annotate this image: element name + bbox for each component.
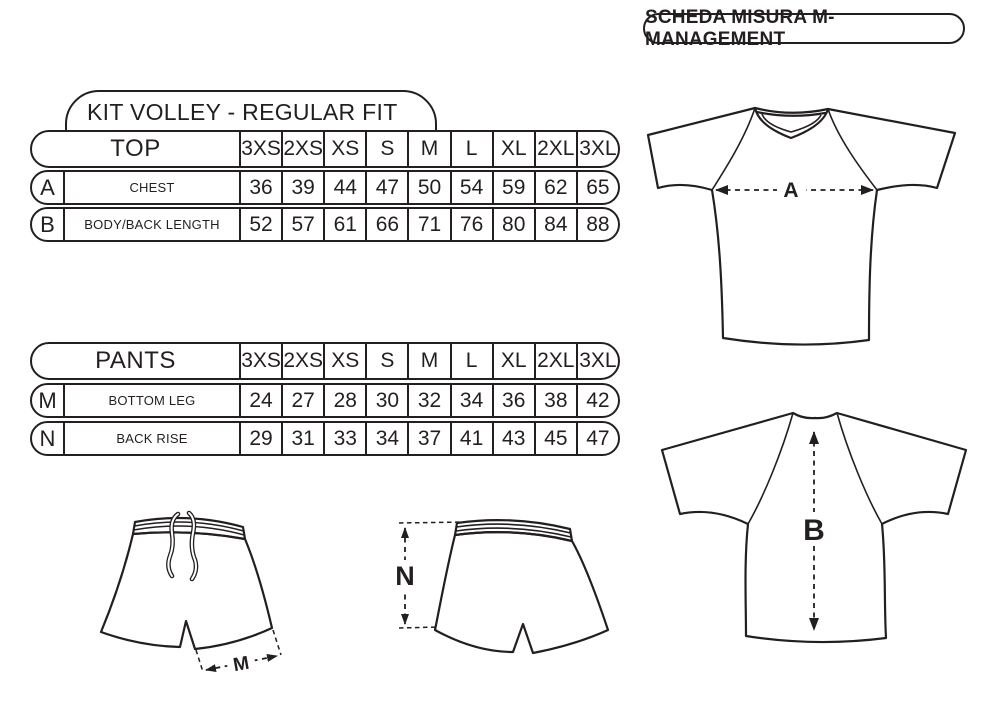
shirt-back-diagram bbox=[650, 402, 975, 652]
size-col-header: M bbox=[407, 344, 449, 378]
pants-table-title: PANTS bbox=[95, 347, 176, 374]
size-col-header: 3XL bbox=[576, 132, 618, 166]
row-label: CHEST bbox=[129, 180, 175, 195]
shirt-front-diagram bbox=[640, 98, 965, 355]
size-col-header: 3XL bbox=[576, 344, 618, 378]
measure-value: 31 bbox=[281, 423, 323, 454]
measure-value: 62 bbox=[534, 172, 576, 203]
measure-value: 36 bbox=[239, 172, 281, 203]
size-col-header: L bbox=[450, 344, 492, 378]
table-row-bottom-leg bbox=[30, 383, 620, 418]
back-length-measure-label: B bbox=[803, 514, 825, 547]
shorts-front-diagram bbox=[85, 498, 315, 703]
measure-value: 52 bbox=[239, 209, 281, 240]
measure-value: 34 bbox=[365, 423, 407, 454]
measure-value: 29 bbox=[239, 423, 281, 454]
table-row-chest bbox=[30, 170, 620, 205]
measure-value: 80 bbox=[492, 209, 534, 240]
row-label: BACK RISE bbox=[116, 431, 188, 446]
bottom-leg-label-group bbox=[225, 651, 256, 678]
size-col-header: M bbox=[407, 132, 449, 166]
measure-value: 47 bbox=[576, 423, 618, 454]
size-col-header: 2XL bbox=[534, 132, 576, 166]
row-key: M bbox=[32, 385, 65, 416]
measure-value: 32 bbox=[407, 385, 449, 416]
top-table-title: TOP bbox=[110, 135, 161, 162]
measure-value: 33 bbox=[323, 423, 365, 454]
measure-value: 24 bbox=[239, 385, 281, 416]
shorts-front-body bbox=[101, 532, 272, 649]
pants-table-header-row bbox=[30, 342, 620, 380]
measure-value: 27 bbox=[281, 385, 323, 416]
size-col-header: L bbox=[450, 132, 492, 166]
measure-value: 42 bbox=[576, 385, 618, 416]
measure-value: 38 bbox=[534, 385, 576, 416]
back-rise-measure-label: N bbox=[395, 561, 415, 591]
measure-value: 41 bbox=[450, 423, 492, 454]
size-col-header: 2XS bbox=[281, 132, 323, 166]
chest-measure-label: A bbox=[783, 179, 799, 202]
table-row-body-back-length bbox=[30, 207, 620, 242]
measure-value: 43 bbox=[492, 423, 534, 454]
measure-value: 28 bbox=[323, 385, 365, 416]
measure-value: 59 bbox=[492, 172, 534, 203]
measure-value: 71 bbox=[407, 209, 449, 240]
sheet-title: SCHEDA MISURA M-MANAGEMENT bbox=[645, 6, 835, 50]
row-key: N bbox=[32, 423, 65, 454]
measure-value: 36 bbox=[492, 385, 534, 416]
top-table-header-row bbox=[30, 130, 620, 168]
kit-volley-tab-label: KIT VOLLEY - REGULAR FIT bbox=[87, 99, 398, 125]
shorts-back-diagram bbox=[385, 502, 630, 657]
size-col-header: 3XS bbox=[239, 132, 281, 166]
shorts-back-body bbox=[435, 532, 608, 653]
row-key: B bbox=[32, 209, 65, 240]
size-col-header: XS bbox=[323, 132, 365, 166]
measure-value: 88 bbox=[576, 209, 618, 240]
measure-value: 50 bbox=[407, 172, 449, 203]
pants-size-table bbox=[30, 342, 620, 459]
size-col-header: 2XS bbox=[281, 344, 323, 378]
size-col-header: 3XS bbox=[239, 344, 281, 378]
measure-value: 39 bbox=[281, 172, 323, 203]
size-col-header: XL bbox=[492, 132, 534, 166]
measure-value: 66 bbox=[365, 209, 407, 240]
row-key: A bbox=[32, 172, 65, 203]
measure-value: 54 bbox=[450, 172, 492, 203]
measure-value: 76 bbox=[450, 209, 492, 240]
bottom-leg-measure-label: M bbox=[231, 652, 251, 677]
measure-value: 61 bbox=[323, 209, 365, 240]
sheet-title-badge bbox=[643, 6, 965, 50]
size-col-header: S bbox=[365, 132, 407, 166]
table-row-back-rise bbox=[30, 421, 620, 456]
measure-value: 84 bbox=[534, 209, 576, 240]
measure-value: 30 bbox=[365, 385, 407, 416]
row-label: BOTTOM LEG bbox=[108, 393, 196, 408]
row-label: BODY/BACK LENGTH bbox=[84, 217, 220, 232]
shirt-front-outline bbox=[648, 108, 955, 345]
measure-value: 57 bbox=[281, 209, 323, 240]
size-col-header: 2XL bbox=[534, 344, 576, 378]
measure-value: 45 bbox=[534, 423, 576, 454]
size-col-header: XS bbox=[323, 344, 365, 378]
measure-value: 47 bbox=[365, 172, 407, 203]
size-col-header: S bbox=[365, 344, 407, 378]
measure-value: 44 bbox=[323, 172, 365, 203]
measure-value: 34 bbox=[450, 385, 492, 416]
measure-value: 37 bbox=[407, 423, 449, 454]
measure-value: 65 bbox=[576, 172, 618, 203]
top-size-table bbox=[30, 130, 620, 244]
size-col-header: XL bbox=[492, 344, 534, 378]
